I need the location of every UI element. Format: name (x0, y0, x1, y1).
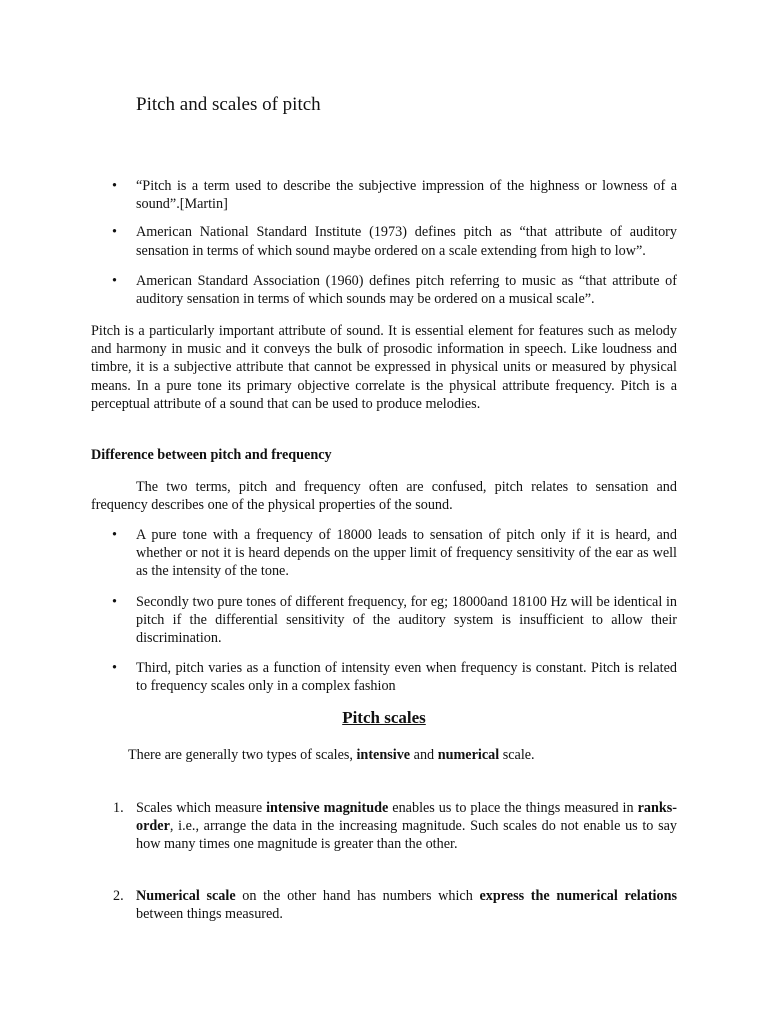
definition-item (0, 177, 768, 213)
scale-item (0, 799, 768, 854)
definition-text: American Standard Association (1960) defines pitch referring to music as “that attribute of auditory sensation in terms of which sounds may be ordered on a musical scale”. (136, 272, 677, 308)
definition-text: American National Standard Institute (1973) defines pitch as “that attribute of auditory sensation in terms of which sound maybe ordered on a scale extending from high to low”. (136, 224, 677, 259)
differences-list (0, 526, 768, 696)
scale-item-text: enables us to place the things measured in (388, 800, 638, 816)
difference-text: Secondly two pure tones of different frequency, for eg; 18000and 18100 Hz will be identical in pitch if the differential sensitivity of the auditory system is insufficient to allow their discrimination. (136, 593, 677, 647)
document-title: Pitch and scales of pitch (136, 94, 321, 115)
pitch-description-paragraph: Pitch is a particularly important attribute of sound. It is essential element for features such as melody and harmony in music and it conveys the bulk of prosodic information in speech. Like loudness and timbre, it is a subjective attribute that cannot be expressed in physical units or measured by physical means. In a pure tone its primary objective correlate is the physical attribute frequency. Pitch is a perceptual attribute of a sound that can be used to produce melodies. (91, 323, 677, 412)
difference-heading: Difference between pitch and frequency (91, 447, 332, 463)
scale-item-bold: Numerical scale (136, 888, 236, 904)
scale-list-item-2 (0, 887, 768, 923)
bullet-icon: • (112, 527, 117, 543)
scale-item-bold: express the numerical relations (479, 888, 677, 904)
difference-item (0, 593, 768, 648)
bullet-icon: • (112, 178, 117, 194)
scale-item (0, 887, 768, 923)
definition-item (0, 272, 768, 308)
bullet-icon: • (112, 224, 117, 241)
definition-item (0, 223, 768, 259)
scale-item-text: on the other hand has numbers which (235, 888, 480, 904)
definitions-list (0, 177, 768, 308)
scales-intro-text: and (410, 747, 438, 763)
scales-intro-text: There are generally two types of scales, (128, 747, 357, 763)
scales-intro-text: scale. (499, 747, 535, 763)
bullet-icon: • (112, 593, 117, 610)
difference-text: A pure tone with a frequency of 18000 leads to sensation of pitch only if it is heard, and whether or not it is heard depends on the upper limit of frequency sensitivity of the ear as well as the intensity of the tone. (136, 527, 677, 580)
pitch-scales-heading: Pitch scales (342, 708, 426, 727)
scale-list-item-1 (0, 799, 768, 854)
list-number: 2. (113, 888, 124, 904)
difference-text: Third, pitch varies as a function of intensity even when frequency is constant. Pitch is related to frequency scales only in a complex fashion (136, 660, 677, 695)
list-number: 1. (113, 800, 124, 816)
bullet-icon: • (112, 272, 117, 289)
scale-item-text: between things measured. (136, 906, 283, 923)
scales-intro-line (128, 746, 535, 764)
difference-item (0, 659, 768, 695)
scale-item-text: , i.e., arrange the data in the increasing magnitude. Such scales do not enable us to say how many times one magnitude is greater than the other. (136, 818, 677, 853)
difference-item (0, 526, 768, 581)
scale-item-bold: ranks-order (136, 800, 677, 835)
difference-intro-paragraph: The two terms, pitch and frequency often are confused, pitch relates to sensation and frequency describes one of the physical properties of the sound. (91, 479, 677, 514)
bullet-icon: • (112, 660, 117, 677)
scale-item-bold: intensive magnitude (266, 800, 389, 816)
definition-text: “Pitch is a term used to describe the subjective impression of the highness or lowness of a sound”.[Martin] (136, 178, 677, 213)
scale-item-text: Scales which measure (136, 800, 267, 816)
scales-intro-bold-intensive: intensive (356, 747, 411, 763)
scales-intro-bold-numerical: numerical (437, 747, 500, 763)
